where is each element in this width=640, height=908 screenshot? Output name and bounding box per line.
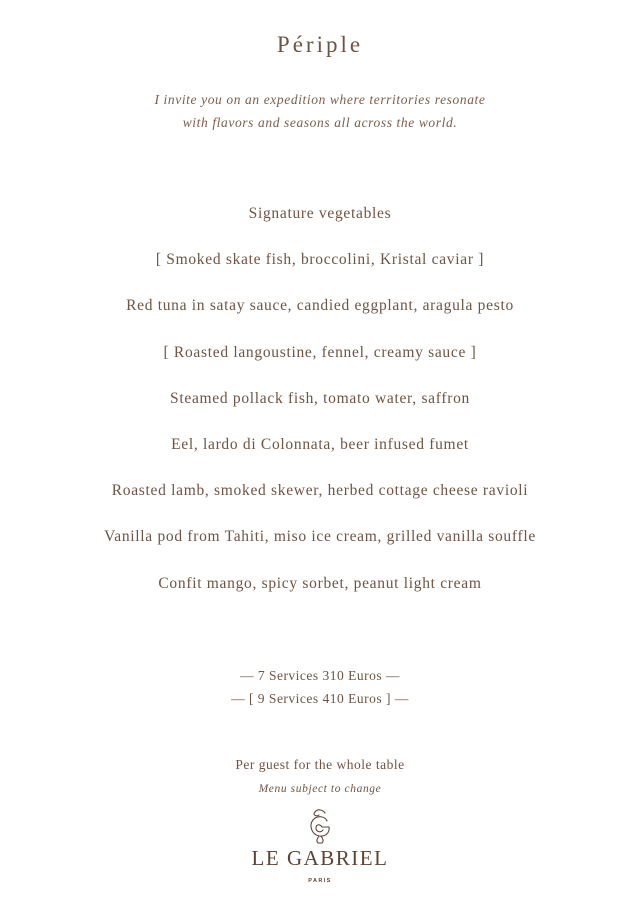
subject-to-change-note: Menu subject to change xyxy=(258,783,382,795)
course-item: [ Roasted langoustine, fennel, creamy sauce ] xyxy=(163,343,477,361)
course-item: Vanilla pod from Tahiti, miso ice cream, grilled vanilla souffle xyxy=(104,528,536,546)
price-line: — 7 Services 310 Euros — xyxy=(239,668,401,683)
price-block xyxy=(0,664,640,710)
brand-name: LE GABRIEL xyxy=(251,846,389,870)
gabriel-emblem-icon xyxy=(303,806,337,846)
course-item: Eel, lardo di Colonnata, beer infused fumet xyxy=(171,435,469,453)
course-item: Roasted lamb, smoked skewer, herbed cottage cheese ravioli xyxy=(111,482,529,500)
per-guest-note: Per guest for the whole table xyxy=(235,757,405,772)
course-list xyxy=(0,201,640,617)
course-item: Red tuna in satay sauce, candied eggplant, aragula pesto xyxy=(126,297,514,315)
intro-line: with flavors and seasons all across the world. xyxy=(182,115,458,130)
price-line: — [ 9 Services 410 Euros ] — xyxy=(231,691,409,706)
course-item: Signature vegetables xyxy=(248,205,392,222)
intro-line: I invite you on an expedition where territories resonate xyxy=(154,92,486,107)
course-item: Steamed pollack fish, tomato water, saffron xyxy=(170,389,470,407)
brand-city: PARIS xyxy=(308,878,332,884)
menu-title: Périple xyxy=(276,32,364,57)
menu-intro xyxy=(0,88,640,134)
course-item: Confit mango, spicy sorbet, peanut light cream xyxy=(158,574,482,592)
course-item: [ Smoked skate fish, broccolini, Kristal caviar ] xyxy=(155,251,485,269)
